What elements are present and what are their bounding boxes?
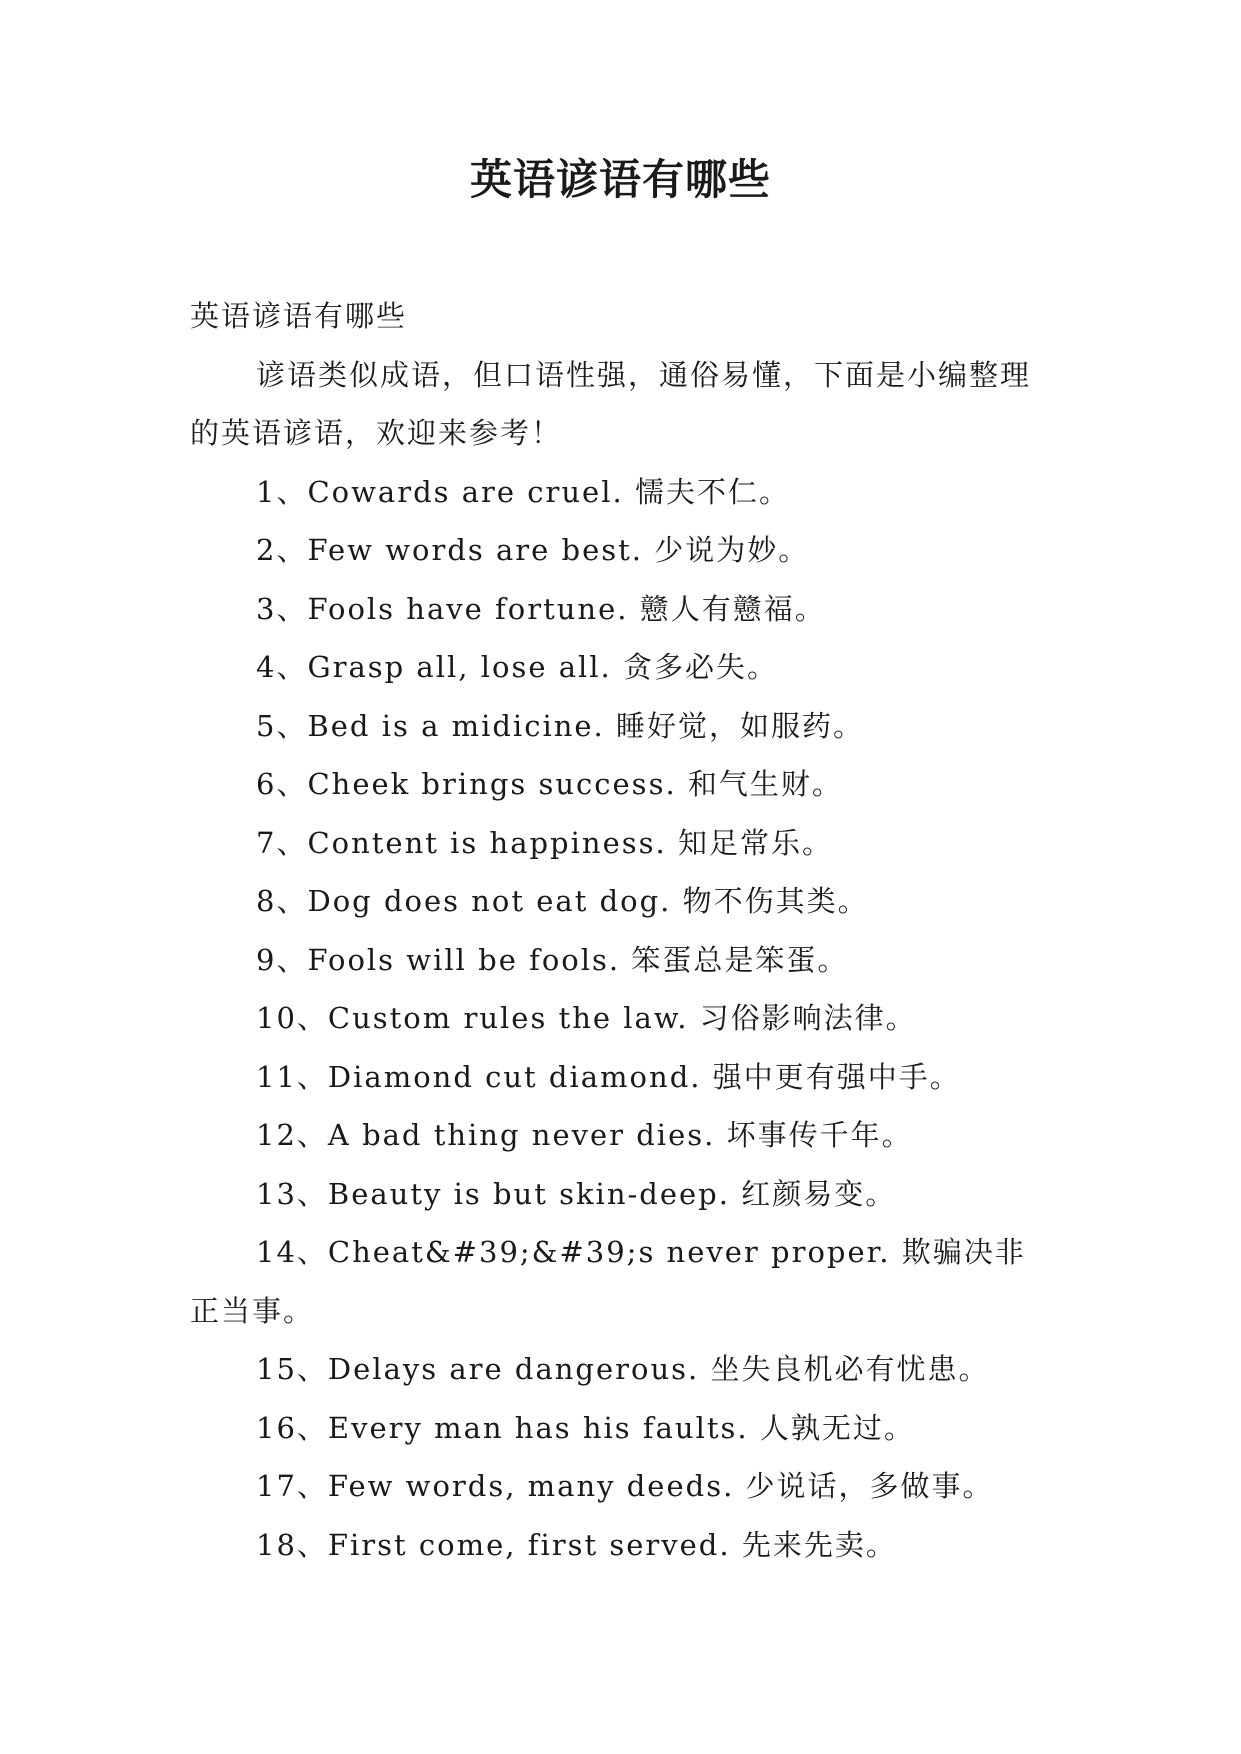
proverb-item bbox=[190, 521, 1052, 580]
proverb-number: 12、 bbox=[256, 1118, 328, 1152]
proverb-english: Content is happiness. bbox=[307, 825, 678, 860]
proverb-item bbox=[190, 638, 1052, 697]
proverb-chinese: 戆人有戆福。 bbox=[639, 591, 826, 626]
proverb-number: 17、 bbox=[256, 1469, 328, 1503]
proverb-english: Fools will be fools. bbox=[307, 942, 632, 977]
proverb-chinese: 睡好觉，如服药。 bbox=[616, 708, 865, 743]
proverb-item bbox=[190, 1516, 1052, 1575]
proverb-chinese: 先来先卖。 bbox=[741, 1527, 897, 1562]
proverb-english: Cheek brings success. bbox=[307, 767, 688, 801]
proverb-number: 4、 bbox=[256, 650, 308, 684]
proverb-chinese: 贪多必失。 bbox=[623, 650, 779, 684]
proverb-number: 6、 bbox=[256, 767, 308, 801]
proverb-number: 7、 bbox=[256, 825, 308, 860]
proverb-english: Dog does not eat dog. bbox=[307, 884, 683, 918]
document-title: 英语谚语有哪些 bbox=[469, 155, 771, 204]
proverb-english: Every man has his faults. bbox=[327, 1410, 760, 1445]
document-body bbox=[190, 287, 1052, 1574]
proverb-number: 9、 bbox=[256, 942, 308, 977]
proverb-chinese: 笨蛋总是笨蛋。 bbox=[631, 942, 849, 977]
proverb-english: Few words are best. bbox=[307, 533, 655, 567]
proverb-english: Cheat&#39;&#39;s never proper. bbox=[327, 1235, 902, 1269]
proverb-number: 13、 bbox=[256, 1176, 328, 1211]
proverb-chinese: 少说话，多做事。 bbox=[745, 1469, 994, 1503]
proverb-english: Fools have fortune. bbox=[307, 591, 640, 626]
proverb-chinese: 物不伤其类。 bbox=[682, 884, 869, 918]
proverb-number: 3、 bbox=[256, 591, 308, 626]
proverb-number: 5、 bbox=[256, 708, 308, 743]
proverb-chinese: 坐失良机必有忧患。 bbox=[710, 1352, 990, 1386]
proverb-number: 1、 bbox=[256, 474, 308, 509]
proverb-number: 18、 bbox=[256, 1527, 328, 1562]
proverb-item bbox=[190, 989, 1052, 1048]
proverb-chinese: 和气生财。 bbox=[687, 767, 843, 801]
proverb-chinese: 知足常乐。 bbox=[677, 825, 833, 860]
proverb-english: Delays are dangerous. bbox=[327, 1352, 711, 1386]
proverb-english: A bad thing never dies. bbox=[327, 1118, 727, 1152]
proverb-item bbox=[190, 872, 1052, 931]
proverb-number: 15、 bbox=[256, 1352, 328, 1386]
proverb-number: 8、 bbox=[256, 884, 308, 918]
proverb-english: Diamond cut diamond. bbox=[327, 1059, 713, 1094]
proverb-item bbox=[190, 1399, 1052, 1458]
proverb-english: Few words, many deeds. bbox=[327, 1469, 746, 1503]
proverb-chinese: 懦夫不仁。 bbox=[634, 474, 790, 509]
proverb-english: Custom rules the law. bbox=[327, 1001, 700, 1035]
proverb-item bbox=[190, 1340, 1052, 1399]
proverb-number: 11、 bbox=[256, 1059, 328, 1094]
proverb-english: First come, first served. bbox=[327, 1527, 742, 1562]
proverb-item bbox=[190, 1165, 1052, 1224]
proverb-chinese: 坏事传千年。 bbox=[726, 1118, 913, 1152]
proverb-english: Bed is a midicine. bbox=[307, 708, 616, 743]
proverb-english: Beauty is but skin-deep. bbox=[327, 1176, 742, 1211]
proverb-number: 2、 bbox=[256, 533, 308, 567]
proverb-chinese: 红颜易变。 bbox=[741, 1176, 897, 1211]
proverb-item bbox=[190, 814, 1052, 873]
proverb-number: 10、 bbox=[256, 1001, 328, 1035]
proverb-item bbox=[190, 755, 1052, 814]
proverb-chinese: 欺骗决非正当事。 bbox=[190, 1235, 1026, 1328]
document-subtitle: 英语谚语有哪些 bbox=[190, 299, 408, 333]
proverb-chinese: 人孰无过。 bbox=[759, 1410, 915, 1445]
proverb-number: 14、 bbox=[256, 1235, 328, 1269]
proverb-item bbox=[190, 1048, 1052, 1107]
proverb-chinese: 强中更有强中手。 bbox=[712, 1059, 961, 1094]
proverb-item bbox=[190, 1106, 1052, 1165]
proverb-item bbox=[190, 697, 1052, 756]
proverb-english: Grasp all, lose all. bbox=[307, 650, 623, 684]
proverb-item bbox=[190, 580, 1052, 639]
proverb-item bbox=[190, 931, 1052, 990]
proverb-english: Cowards are cruel. bbox=[307, 474, 635, 509]
proverb-chinese: 少说为妙。 bbox=[654, 533, 810, 567]
proverb-item bbox=[190, 1223, 1052, 1340]
proverb-number: 16、 bbox=[256, 1410, 328, 1445]
intro-paragraph: 谚语类似成语，但口语性强，通俗易懂，下面是小编整理的英语谚语，欢迎来参考！ bbox=[190, 357, 1032, 450]
proverb-item bbox=[190, 1457, 1052, 1516]
proverb-item bbox=[190, 463, 1052, 522]
proverb-chinese: 习俗影响法律。 bbox=[699, 1001, 917, 1035]
